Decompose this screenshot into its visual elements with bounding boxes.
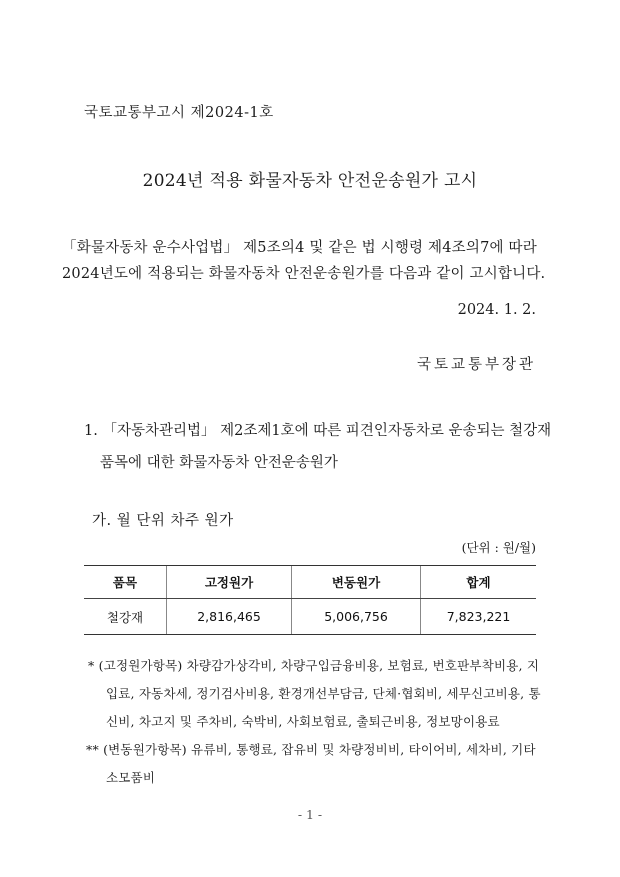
fixed-cost-note-line-2: 입료, 자동차세, 정기검사비용, 환경개선부담금, 단체·협회비, 세무신고비용, 통 [106,686,541,701]
unit-label: (단위 : 원/월) [461,540,536,555]
cell-total: 7,823,221 [421,599,537,635]
fixed-cost-note-line-1: * (고정원가항목) 차량감가상각비, 차량구입금융비용, 보험료, 번호판부착비용, 지 [88,658,540,673]
intro-line-1: 「화물자동차 운수사업법」 제5조의4 및 같은 법 시행령 제4조의7에 따라 [62,240,537,256]
notice-number: 국토교통부고시 제2024-1호 [84,105,274,121]
subsection-heading: 가. 월 단위 차주 원가 [92,513,234,529]
cell-fixed-cost: 2,816,465 [167,599,292,635]
cell-variable-cost: 5,006,756 [292,599,421,635]
header-item: 품목 [84,566,167,599]
table-header-row [84,566,536,599]
header-total: 합계 [421,566,537,599]
variable-cost-note-line-1: ** (변동원가항목) 유류비, 통행료, 잡유비 및 차량정비비, 타이어비, 세차비, 기타 [86,742,536,757]
variable-cost-note-line-2: 소모품비 [106,770,156,785]
header-fixed-cost: 고정원가 [167,566,292,599]
document-title: 2024년 적용 화물자동차 안전운송원가 고시 [142,171,478,191]
cost-table [84,565,536,635]
minister-signature: 국토교통부장관 [416,357,536,373]
intro-line-2: 2024년도에 적용되는 화물자동차 안전운송원가를 다음과 같이 고시합니다. [62,266,546,282]
table-row [84,599,536,635]
fixed-cost-note-line-3: 신비, 차고지 및 주차비, 숙박비, 사회보험료, 출퇴근비용, 정보망이용료 [106,714,500,729]
section-1-line-2: 품목에 대한 화물자동차 안전운송원가 [100,455,338,471]
header-variable-cost: 변동원가 [292,566,421,599]
notice-date: 2024. 1. 2. [457,302,536,318]
section-1-line-1: 1. 「자동차관리법」 제2조제1호에 따른 피견인자동차로 운송되는 철강재 [84,423,552,439]
page-number: - 1 - [297,807,323,822]
cell-item: 철강재 [84,599,167,635]
